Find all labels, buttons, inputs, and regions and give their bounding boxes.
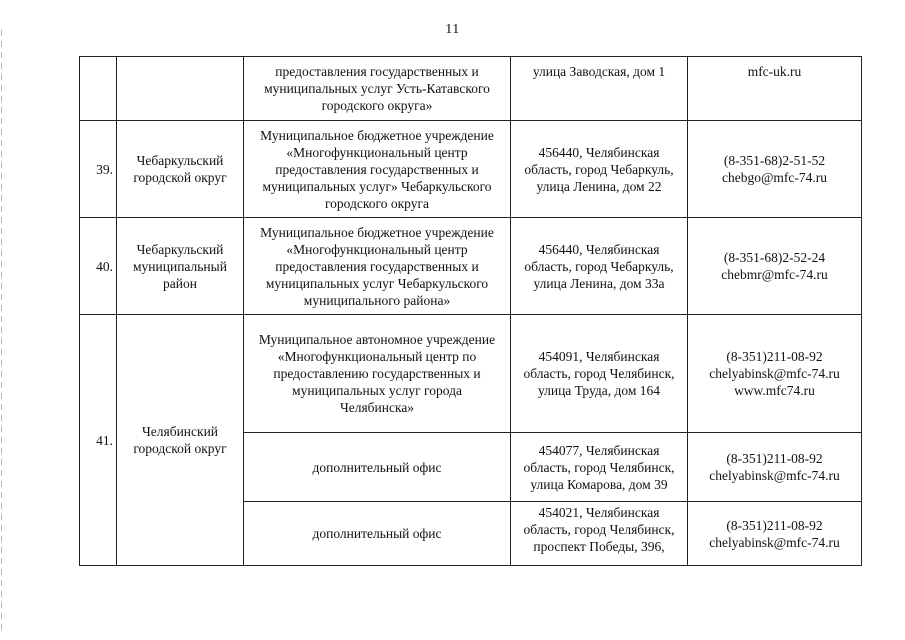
municipality-cell xyxy=(117,218,244,315)
email-link[interactable]: chelyabinsk@mfc-74.ru xyxy=(709,468,840,483)
table-row-continued xyxy=(80,57,862,121)
org-line: дополнительный офис xyxy=(312,459,442,475)
phone-number: (8-351-68)2-51-52 xyxy=(723,153,826,168)
org-cell xyxy=(244,502,511,566)
org-line: «Многофункциональный центр xyxy=(286,144,468,160)
municipality-cell xyxy=(117,121,244,218)
org-line: муниципального района» xyxy=(303,292,451,308)
email-link[interactable]: chebgo@mfc-74.ru xyxy=(721,170,828,185)
address-line: 456440, Челябинская xyxy=(538,144,660,160)
address-line: улица Заводская, дом 1 xyxy=(532,64,666,79)
municipality-line: Челябинский xyxy=(141,424,219,439)
address-line: улица Ленина, дом 22 xyxy=(536,178,662,194)
address-line: область, город Челябинск, xyxy=(523,459,675,475)
address-cell xyxy=(511,218,688,315)
municipality-cell xyxy=(117,57,244,121)
org-line: городского округа xyxy=(324,195,430,211)
org-line: предоставления государственных и xyxy=(275,161,479,177)
org-line: Муниципальное автономное учреждение xyxy=(258,332,496,347)
org-line: муниципальных услуг» Чебаркульского xyxy=(262,178,492,194)
table-row-39 xyxy=(80,121,862,218)
contacts-cell xyxy=(688,502,862,566)
org-line: предоставления государственных и xyxy=(275,258,479,274)
org-cell xyxy=(244,433,511,502)
page-number: 11 xyxy=(445,22,460,37)
row-number: 39. xyxy=(80,121,117,218)
org-cell xyxy=(244,121,511,218)
org-line: «Многофункциональный центр по xyxy=(277,349,477,364)
municipality-line: Чебаркульский xyxy=(136,241,224,257)
num-cell xyxy=(80,57,117,121)
website-link[interactable]: mfc-uk.ru xyxy=(747,64,802,79)
address-line: улица Комарова, дом 39 xyxy=(530,476,668,492)
website-link[interactable]: www.mfc74.ru xyxy=(734,383,815,398)
address-cell xyxy=(511,57,688,121)
contacts-cell xyxy=(688,315,862,433)
contacts-cell xyxy=(688,433,862,502)
contacts-cell xyxy=(688,57,862,121)
municipality-line: городской округ xyxy=(133,170,227,185)
org-line: предоставлению государственных и xyxy=(273,366,481,381)
municipality-line: район xyxy=(163,275,197,291)
address-line: проспект Победы, 396, xyxy=(533,539,665,554)
address-line: область, город Челябинск, xyxy=(523,522,675,537)
row-number: 40. xyxy=(80,218,117,315)
municipality-line: городской округ xyxy=(133,441,227,456)
email-link[interactable]: chelyabinsk@mfc-74.ru xyxy=(709,534,840,550)
address-cell xyxy=(511,315,688,433)
municipality-line: муниципальный xyxy=(133,258,227,274)
phone-number: (8-351)211-08-92 xyxy=(726,517,823,533)
table-row-40 xyxy=(80,218,862,315)
scan-margin-line xyxy=(1,30,2,630)
address-cell xyxy=(511,502,688,566)
org-line: муниципальных услуг Чебаркульского xyxy=(265,275,489,291)
org-cell xyxy=(244,315,511,433)
org-line: Муниципальное бюджетное учреждение xyxy=(260,127,494,143)
table-row-41-main xyxy=(80,315,862,433)
address-line: улица Ленина, дом 33а xyxy=(533,275,665,291)
municipality-cell xyxy=(117,315,244,566)
org-line: Челябинска» xyxy=(339,400,415,415)
org-line: муниципальных услуг Усть-Катавского xyxy=(264,81,490,96)
contacts-cell xyxy=(688,218,862,315)
address-line: область, город Чебаркуль, xyxy=(524,258,674,274)
address-line: 454077, Челябинская xyxy=(538,442,660,458)
org-cell xyxy=(244,218,511,315)
phone-number: (8-351)211-08-92 xyxy=(726,451,823,466)
org-line: предоставления государственных и xyxy=(275,64,479,79)
org-line: городского округа» xyxy=(321,98,433,113)
address-cell xyxy=(511,433,688,502)
email-link[interactable]: chebmr@mfc-74.ru xyxy=(721,267,828,282)
municipality-line: Чебаркульский xyxy=(136,153,224,168)
org-line: муниципальных услуг города xyxy=(292,383,462,398)
address-line: 456440, Челябинская xyxy=(538,241,660,257)
address-line: область, город Челябинск, xyxy=(523,366,675,381)
phone-number: (8-351)211-08-92 xyxy=(726,349,823,364)
org-line: дополнительный офис xyxy=(312,526,442,541)
row-number: 41. xyxy=(80,315,117,566)
org-line: Муниципальное бюджетное учреждение xyxy=(260,224,494,240)
email-link[interactable]: chelyabinsk@mfc-74.ru xyxy=(709,366,840,381)
mfc-table xyxy=(79,56,862,566)
address-line: 454021, Челябинская xyxy=(538,505,660,520)
org-cell xyxy=(244,57,511,121)
address-line: улица Труда, дом 164 xyxy=(537,383,661,398)
address-cell xyxy=(511,121,688,218)
org-line: «Многофункциональный центр xyxy=(286,241,468,257)
address-line: область, город Чебаркуль, xyxy=(524,161,674,177)
phone-number: (8-351-68)2-52-24 xyxy=(723,250,826,265)
contacts-cell xyxy=(688,121,862,218)
address-line: 454091, Челябинская xyxy=(538,349,660,364)
